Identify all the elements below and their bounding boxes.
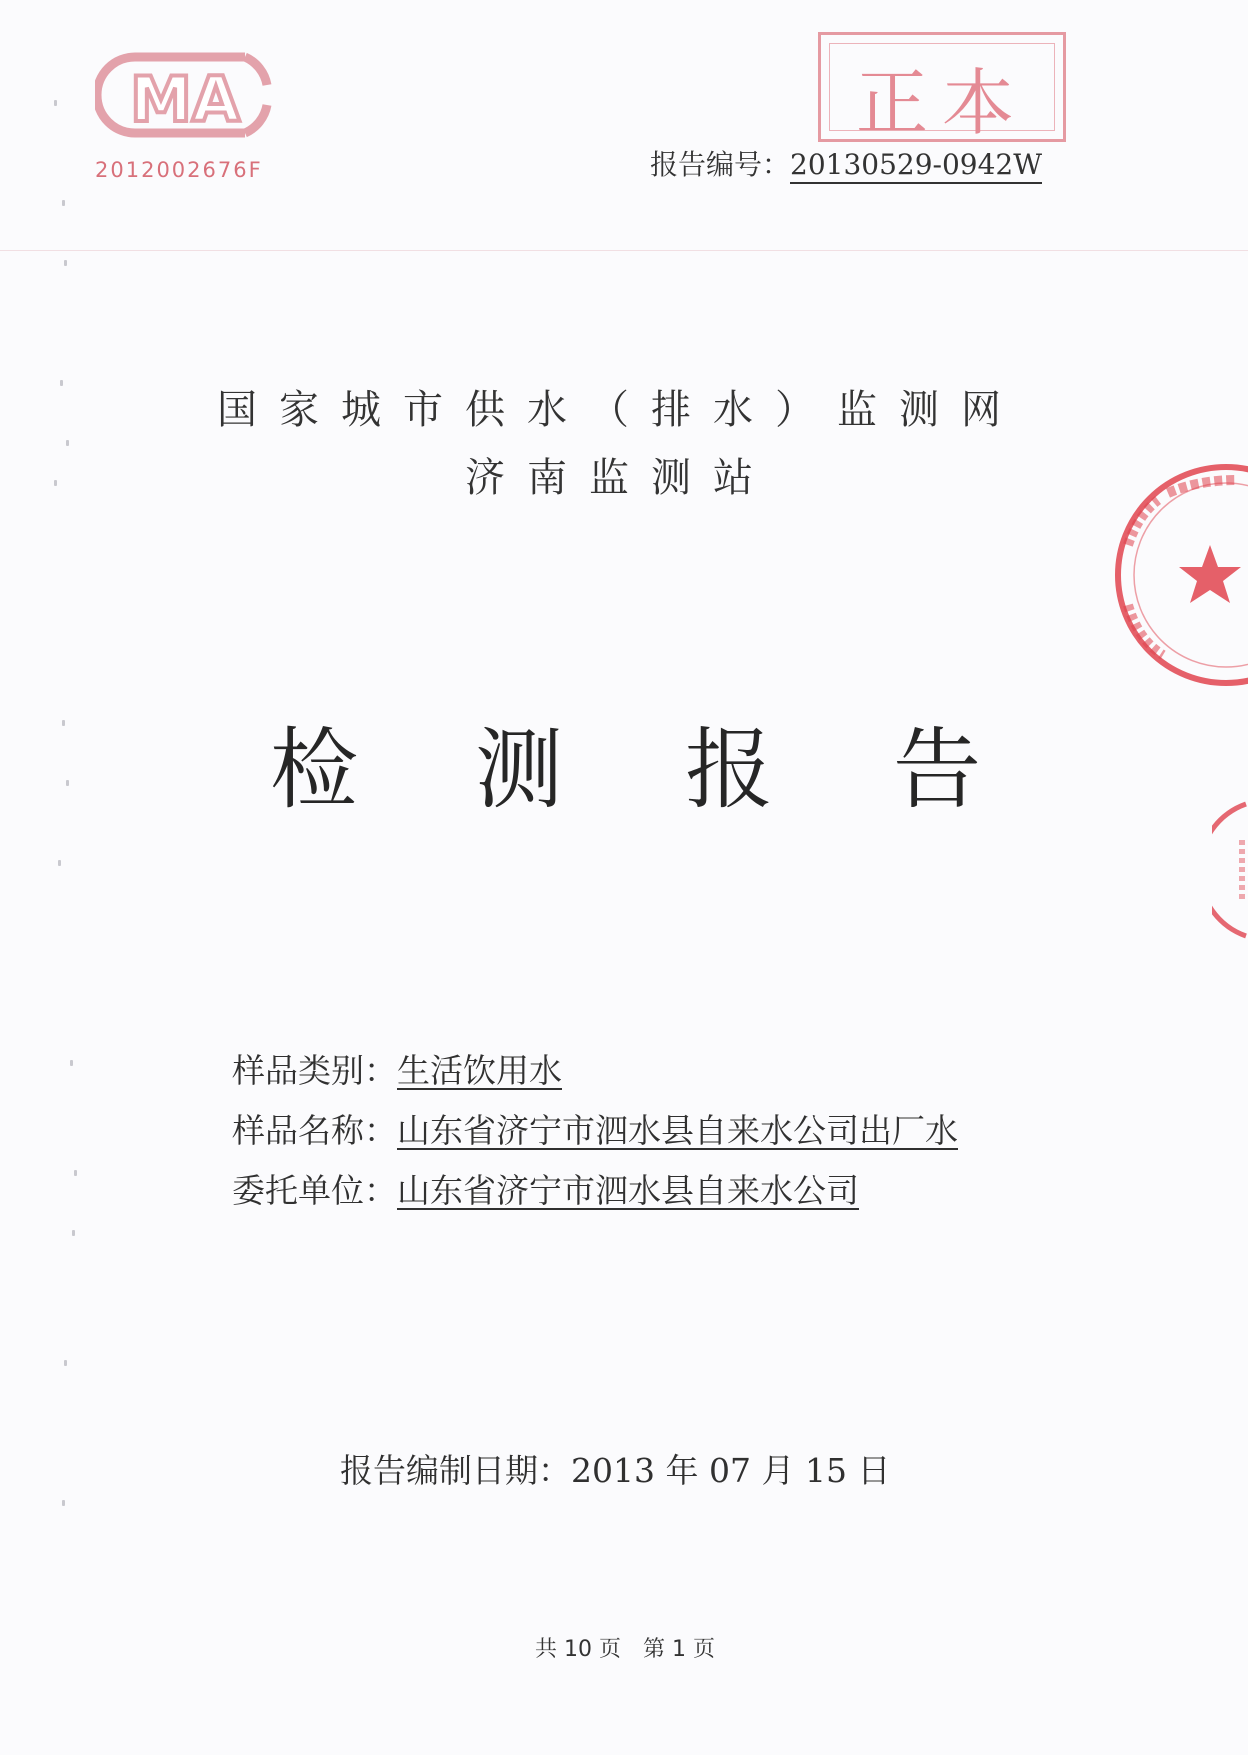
- report-number-label: 报告编号：: [650, 148, 791, 181]
- report-date-month-unit: 月: [761, 1451, 795, 1490]
- seal-fragment: [1212, 800, 1248, 940]
- report-date-day-unit: 日: [857, 1451, 891, 1490]
- organization-name: 国家城市供水（排水）监测网: [217, 387, 1023, 433]
- official-seal: [1098, 455, 1248, 695]
- title-char: 报: [685, 718, 774, 821]
- cma-code: 2012002676F: [95, 158, 263, 182]
- client-value: 山东省济宁市泗水县自来水公司: [397, 1171, 859, 1210]
- report-date-day: 15: [804, 1451, 847, 1490]
- station-name: 济南监测站: [465, 455, 775, 501]
- page-count: 共 10 页 第 1 页: [535, 1637, 715, 1662]
- report-number-value: 20130529-0942W: [790, 148, 1042, 184]
- original-copy-stamp: [818, 32, 1066, 145]
- sample-name-label: 样品名称：: [232, 1111, 397, 1150]
- cma-certification-mark: [95, 45, 275, 145]
- document-title: [260, 700, 1020, 821]
- report-date-month: 07: [708, 1451, 751, 1490]
- sample-category-value: 生活饮用水: [397, 1051, 562, 1090]
- title-char: 测: [475, 718, 564, 821]
- report-number: [650, 143, 1042, 183]
- original-copy-stamp-text: 正本: [855, 61, 1028, 145]
- client-label: 委托单位：: [232, 1171, 397, 1210]
- report-date-label: 报告编制日期：: [340, 1451, 571, 1490]
- sample-category-row: [232, 1045, 562, 1092]
- report-date-year: 2013: [571, 1451, 655, 1490]
- sample-category-label: 样品类别：: [232, 1051, 397, 1090]
- sample-name-value: 山东省济宁市泗水县自来水公司出厂水: [397, 1111, 958, 1150]
- title-char: 告: [893, 718, 982, 821]
- report-date: [340, 1445, 890, 1492]
- scan-fold-line: [0, 250, 1248, 251]
- binding-hole-marks: [52, 80, 82, 1580]
- cma-mark-text: MA: [130, 63, 240, 136]
- report-date-year-unit: 年: [665, 1451, 699, 1490]
- sample-name-row: [232, 1105, 958, 1152]
- client-row: [232, 1165, 859, 1212]
- title-char: 检: [270, 718, 359, 821]
